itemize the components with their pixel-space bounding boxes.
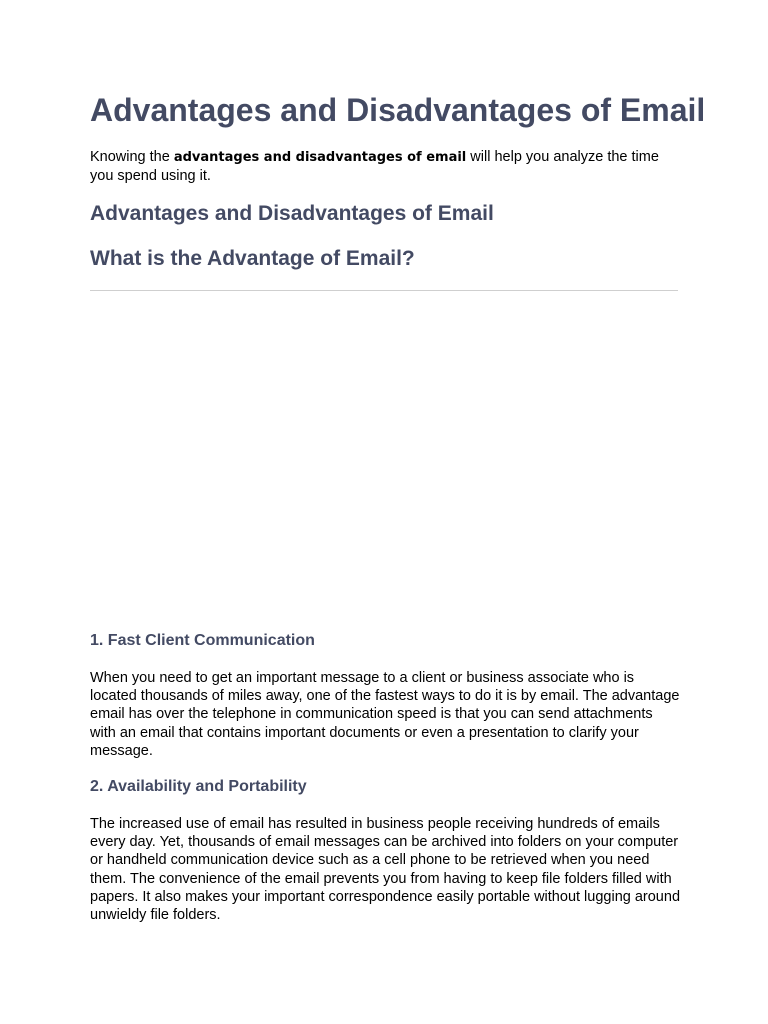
subheading-what-is-advantage: What is the Advantage of Email? — [90, 247, 415, 270]
section-divider — [90, 290, 678, 291]
document-title: Advantages and Disadvantages of Email — [90, 92, 706, 128]
intro-text-after: will help you analyze the time you spend using it. — [90, 149, 659, 184]
subheading-advantages-disadvantages: Advantages and Disadvantages of Email — [90, 202, 494, 225]
section-heading-availability-portability: 2. Availability and Portability — [90, 778, 307, 795]
intro-text-before: Knowing the — [90, 149, 174, 165]
section-body-availability-portability: The increased use of email has resulted in business people receiving hundreds of emails every day. Yet, thousands of email messages can be archived into folders on your computer or handheld communication device such as a cell phone to be retrieved when you need them. The convenience of the email prevents you from having to keep file folders filled with papers. It also makes your important correspondence easily portable without lugging around unwieldy file folders. — [90, 816, 681, 924]
section-body-fast-client-communication: When you need to get an important message to a client or business associate who is located thousands of miles away, one of the fastest ways to do it is by email. The advantage email has over the telephone in communication speed is that you can send attachments with an email that contains important documents or even a presentation to clarify your message. — [90, 670, 680, 759]
intro-paragraph — [90, 148, 680, 185]
section-heading-fast-client-communication: 1. Fast Client Communication — [90, 632, 315, 649]
intro-bold-phrase: advantages and disadvantages of email — [173, 150, 467, 165]
